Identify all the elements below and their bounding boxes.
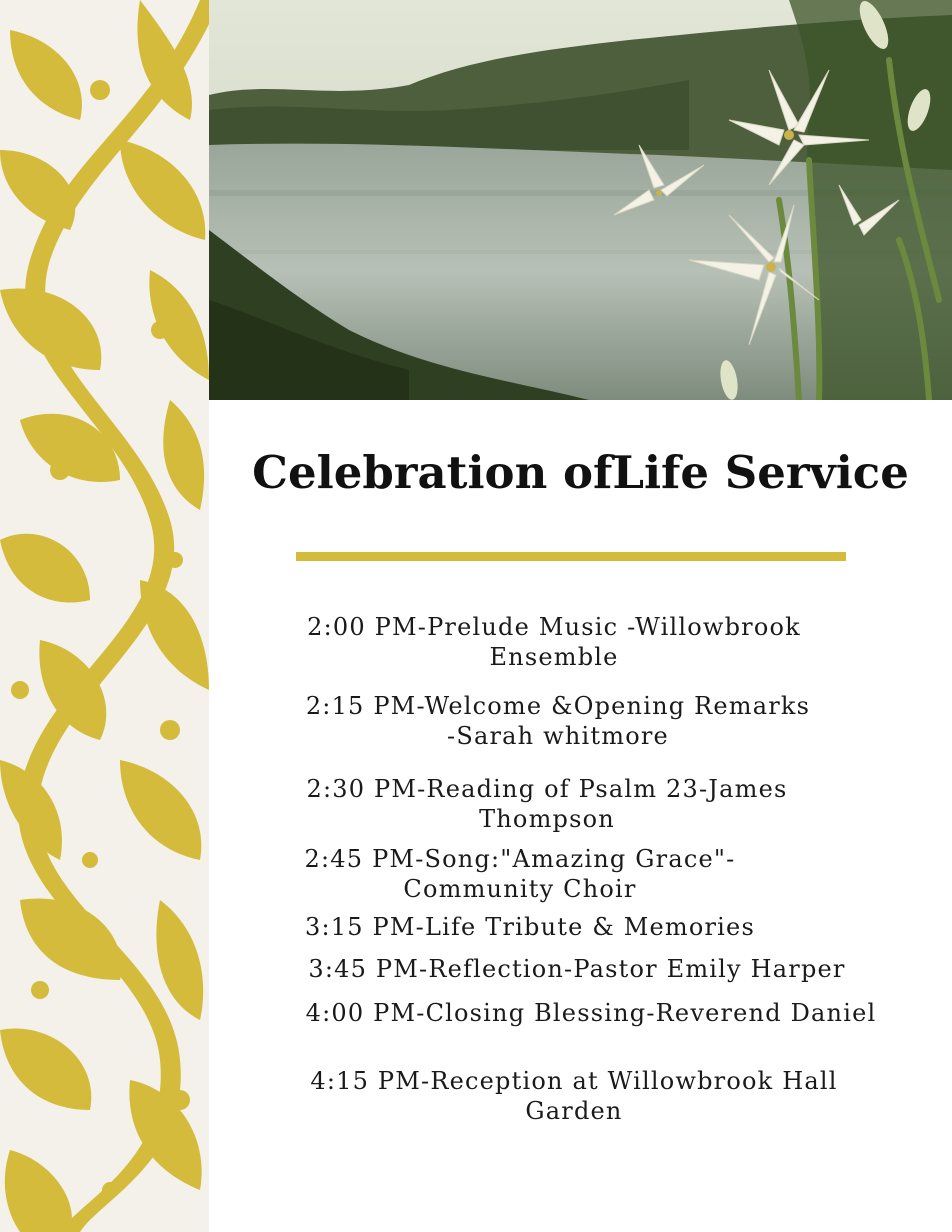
schedule-item	[296, 954, 858, 984]
schedule-item	[296, 998, 886, 1028]
schedule-item-line: Community Choir	[403, 875, 637, 903]
schedule-item	[296, 691, 820, 751]
schedule-item-line: 3:45 PM-Reflection-Pastor Emily Harper	[308, 955, 846, 983]
schedule-item-line: 2:30 PM-Reading of Psalm 23-James	[306, 775, 788, 803]
schedule-item-line: 2:15 PM-Welcome &Opening Remarks	[305, 692, 811, 720]
page-title: Celebration ofLife Service	[252, 446, 909, 499]
schedule-item-line: 3:15 PM-Life Tribute & Memories	[305, 913, 755, 941]
schedule-item	[296, 612, 812, 672]
floral-pattern-strip	[0, 0, 209, 1232]
floral-vine-icon	[0, 0, 209, 1232]
schedule-item	[296, 774, 798, 834]
lake-with-lilies-photo-icon	[209, 0, 952, 400]
schedule-item-line: Ensemble	[489, 643, 619, 671]
schedule-item	[296, 1066, 852, 1126]
schedule-item-line: Garden	[525, 1097, 623, 1125]
schedule-item-line: Thompson	[479, 805, 615, 833]
schedule-item-line: 2:00 PM-Prelude Music -Willowbrook	[307, 613, 801, 641]
schedule-item-line: 4:15 PM-Reception at Willowbrook Hall	[310, 1067, 838, 1095]
hero-photo	[209, 0, 952, 400]
title-divider	[296, 552, 846, 561]
schedule-item-line: -Sarah whitmore	[447, 722, 669, 750]
schedule-item-line: 2:45 PM-Song:"Amazing Grace"-	[304, 845, 736, 873]
schedule-item	[296, 912, 764, 942]
schedule-item	[296, 844, 744, 904]
schedule-item-line: 4:00 PM-Closing Blessing-Reverend Daniel	[305, 999, 877, 1027]
